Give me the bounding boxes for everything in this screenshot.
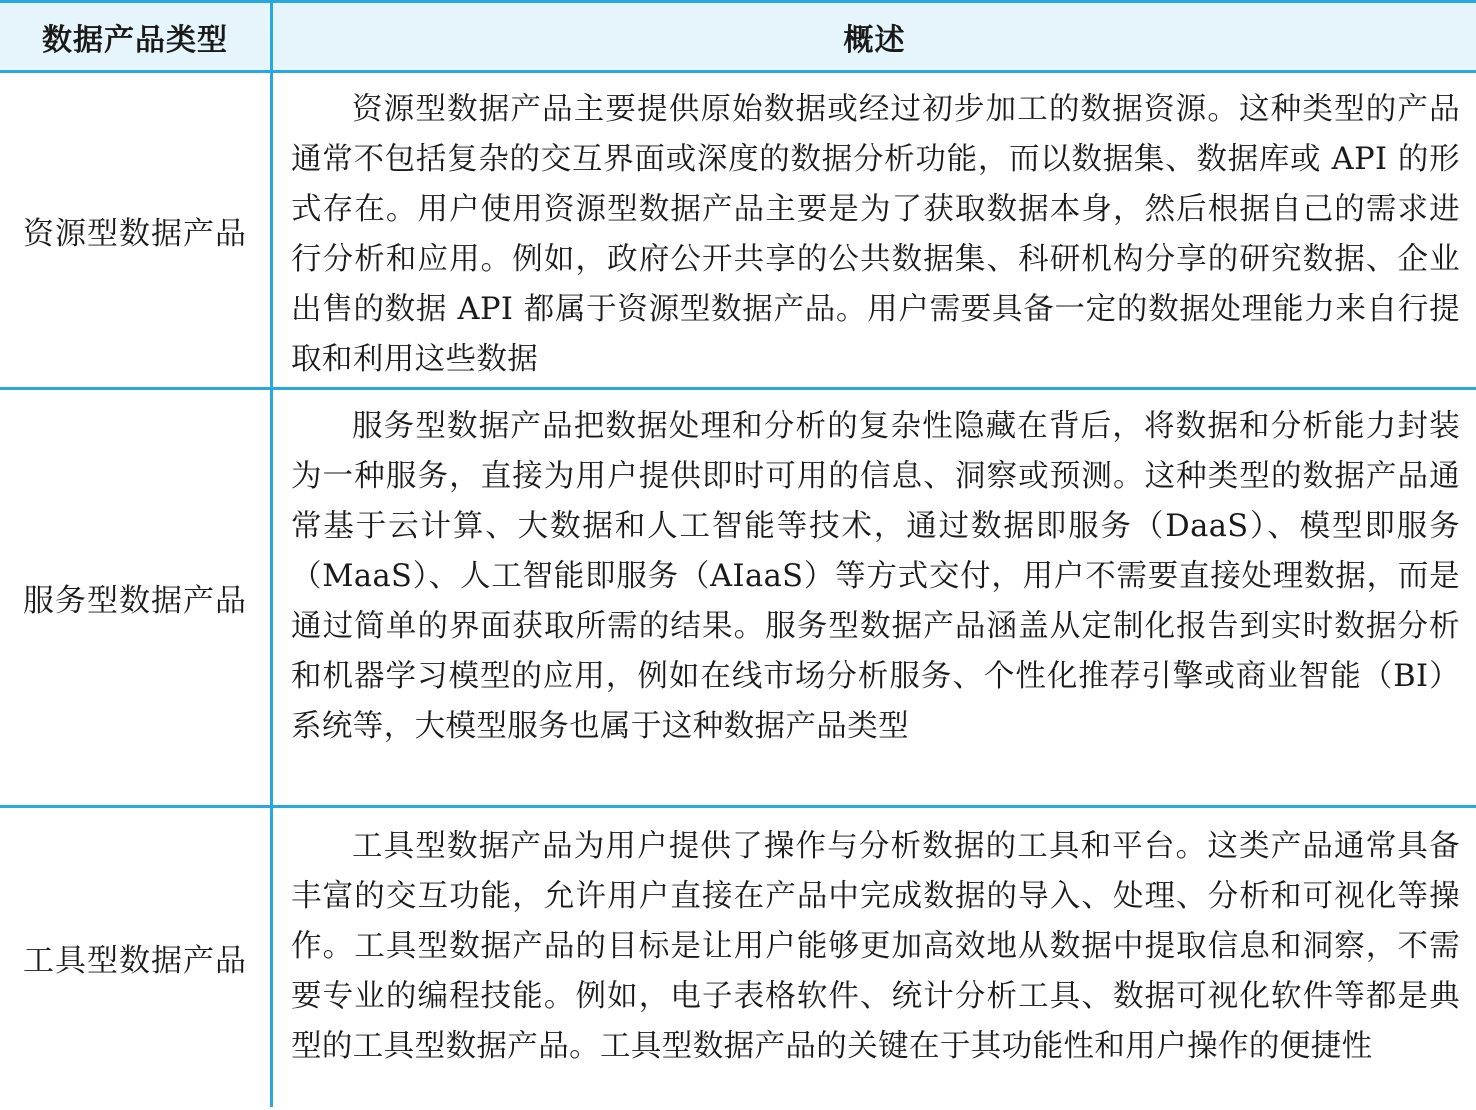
product-description: 服务型数据产品把数据处理和分析的复杂性隐藏在背后，将数据和分析能力封装为一种服务，直接为用户提供即时可用的信息、洞察或预测。这种类型的数据产品通常基于云计算、大数据和人工智能等技术，通过数据即服务（DaaS）、模型即服务（MaaS）、人工智能即服务（AIaaS）等方式交付，用户不需要直接处理数据，而是通过简单的界面获取所需的结果。服务型数据产品涵盖从定制化报告到实时数据分析和机器学习模型的应用，例如在线市场分析服务、个性化推荐引擎或商业智能（BI）系统等，大模型服务也属于这种数据产品类型	[291, 409, 1460, 744]
type-cell	[0, 808, 273, 1107]
description-cell	[273, 73, 1476, 387]
product-type-label: 工具型数据产品	[23, 943, 247, 979]
header-desc-label: 概述	[843, 22, 906, 58]
product-description: 工具型数据产品为用户提供了操作与分析数据的工具和平台。这类产品通常具备丰富的交互功能，允许用户直接在产品中完成数据的导入、处理、分析和可视化等操作。工具型数据产品的目标是让用户能够更加高效地从数据中提取信息和洞察，不需要专业的编程技能。例如，电子表格软件、统计分析工具、数据可视化软件等都是典型的工具型数据产品。工具型数据产品的关键在于其功能性和用户操作的便捷性	[291, 829, 1460, 1064]
table-row	[0, 808, 1476, 1107]
product-type-label: 服务型数据产品	[23, 583, 247, 619]
product-description: 资源型数据产品主要提供原始数据或经过初步加工的数据资源。这种类型的产品通常不包括复杂的交互界面或深度的数据分析功能，而以数据集、数据库或 API 的形式存在。用户使用资源型数据产品主要是为了获取数据本身，然后根据自己的需求进行分析和应用。例如，政府公开共享的公共数据集、科研机构分享的研究数据、企业出售的数据 API 都属于资源型数据产品。用户需要具备一定的数据处理能力来自行提取和利用这些数据	[291, 92, 1460, 377]
description-cell	[273, 808, 1476, 1107]
type-cell	[0, 390, 273, 805]
table-row	[0, 73, 1476, 390]
header-cell-description	[273, 3, 1476, 70]
table-row	[0, 390, 1476, 808]
header-cell-type	[0, 3, 273, 70]
description-cell	[273, 390, 1476, 805]
type-cell	[0, 73, 273, 387]
product-type-label: 资源型数据产品	[23, 215, 247, 252]
table-header-row	[0, 3, 1476, 73]
header-type-label: 数据产品类型	[42, 22, 228, 58]
